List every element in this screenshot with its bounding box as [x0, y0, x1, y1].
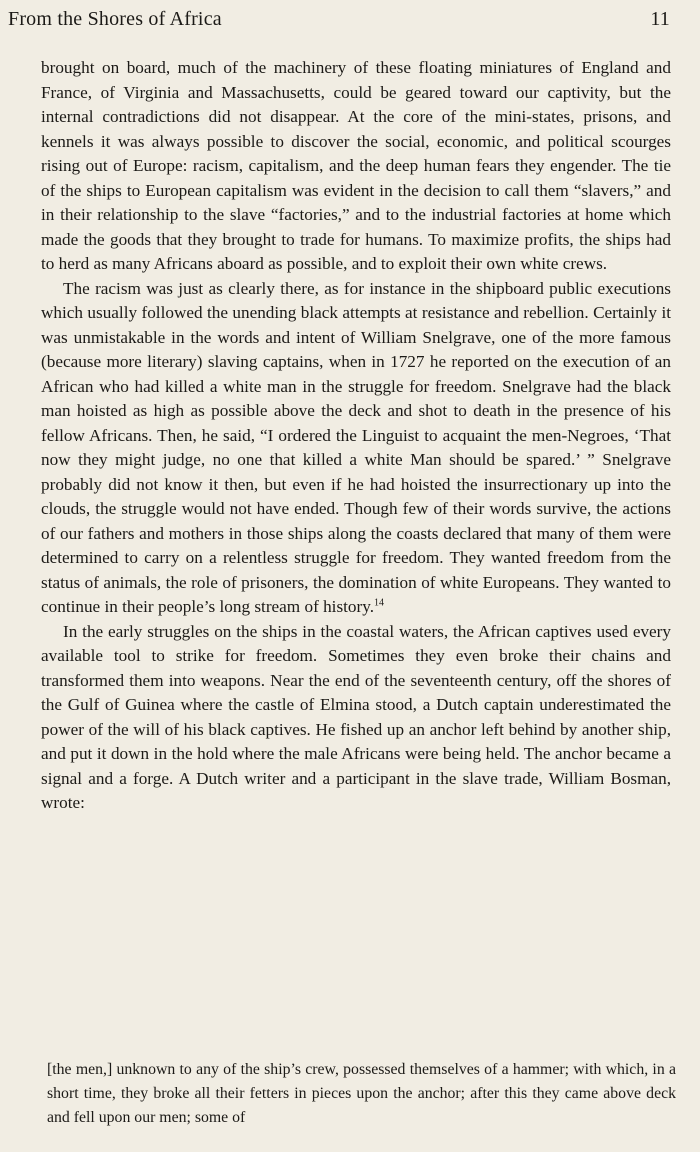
running-head	[8, 8, 670, 36]
footnote-marker: 14	[374, 597, 385, 609]
paragraph-text: The racism was just as clearly there, as for instance in the shipboard public executions which usually followed the unending black attempts at resistance and rebellion. Certainly it was unmistakable in the words and intent of William Snelgrave, one of the more famous (because more literary) slaving captains, when in 1727 he reported on the execution of an African who had killed a white man in the struggle for freedom. Snelgrave had the black man hoisted as high as possible above the deck and shot to death in the presence of his fellow Africans. Then, he said, “I ordered the Linguist to acquaint the men-Negroes, ‘That now they might judge, no one that killed a white Man should be spared.’ ” Snelgrave probably did not know it then, but even if he had hoisted the insurrectionary up into the clouds, the struggle would not have ended. Though few of their words survive, the actions of our fathers and mothers in those ships along the coasts declared that many of them were determined to carry on a relentless struggle for freedom. They wanted freedom from the status of animals, the role of prisoners, the domination of white Europeans. They wanted to continue in their people’s long stream of history.	[41, 278, 671, 616]
body-text	[41, 56, 671, 816]
page-number: 11	[650, 8, 670, 30]
paragraph-continued	[41, 56, 671, 277]
paragraph-racism	[41, 277, 671, 620]
running-head-title: From the Shores of Africa	[8, 8, 222, 30]
paragraph-early-struggles	[41, 620, 671, 816]
block-quote	[47, 1058, 676, 1130]
paragraph-text: In the early struggles on the ships in the coastal waters, the African captives used every available tool to strike for freedom. Sometimes they even broke their chains and transformed them into weapons. Near the end of the seventeenth century, off the shores of the Gulf of Guinea where the castle of Elmina stood, a Dutch captain underestimated the power of the will of his black captives. He fished up an anchor left behind by another ship, and put it down in the hold where the male Africans were being held. The anchor became a signal and a forge. A Dutch writer and a participant in the slave trade, William Bosman, wrote:	[41, 621, 671, 812]
block-quote-text: [the men,] unknown to any of the ship’s crew, possessed themselves of a hammer; with which, in a short time, they broke all their fetters in pieces upon the anchor; after this they came above deck and fell upon our men; some of	[47, 1061, 676, 1126]
paragraph-text: brought on board, much of the machinery of these floating miniatures of England and France, of Virginia and Massachusetts, could be geared toward our captivity, but the internal contradictions did not disappear. At the core of the mini-states, prisons, and kennels it was always possible to discover the social, economic, and political scourges rising out of Europe: racism, capitalism, and the deep human fears they engender. The tie of the ships to European capitalism was evident in the decision to call them “slavers,” and in their relationship to the slave “factories,” and to the industrial factories at home which made the goods that they brought to trade for humans. To maximize profits, the ships had to herd as many Africans aboard as possible, and to exploit their own white crews.	[41, 58, 671, 273]
